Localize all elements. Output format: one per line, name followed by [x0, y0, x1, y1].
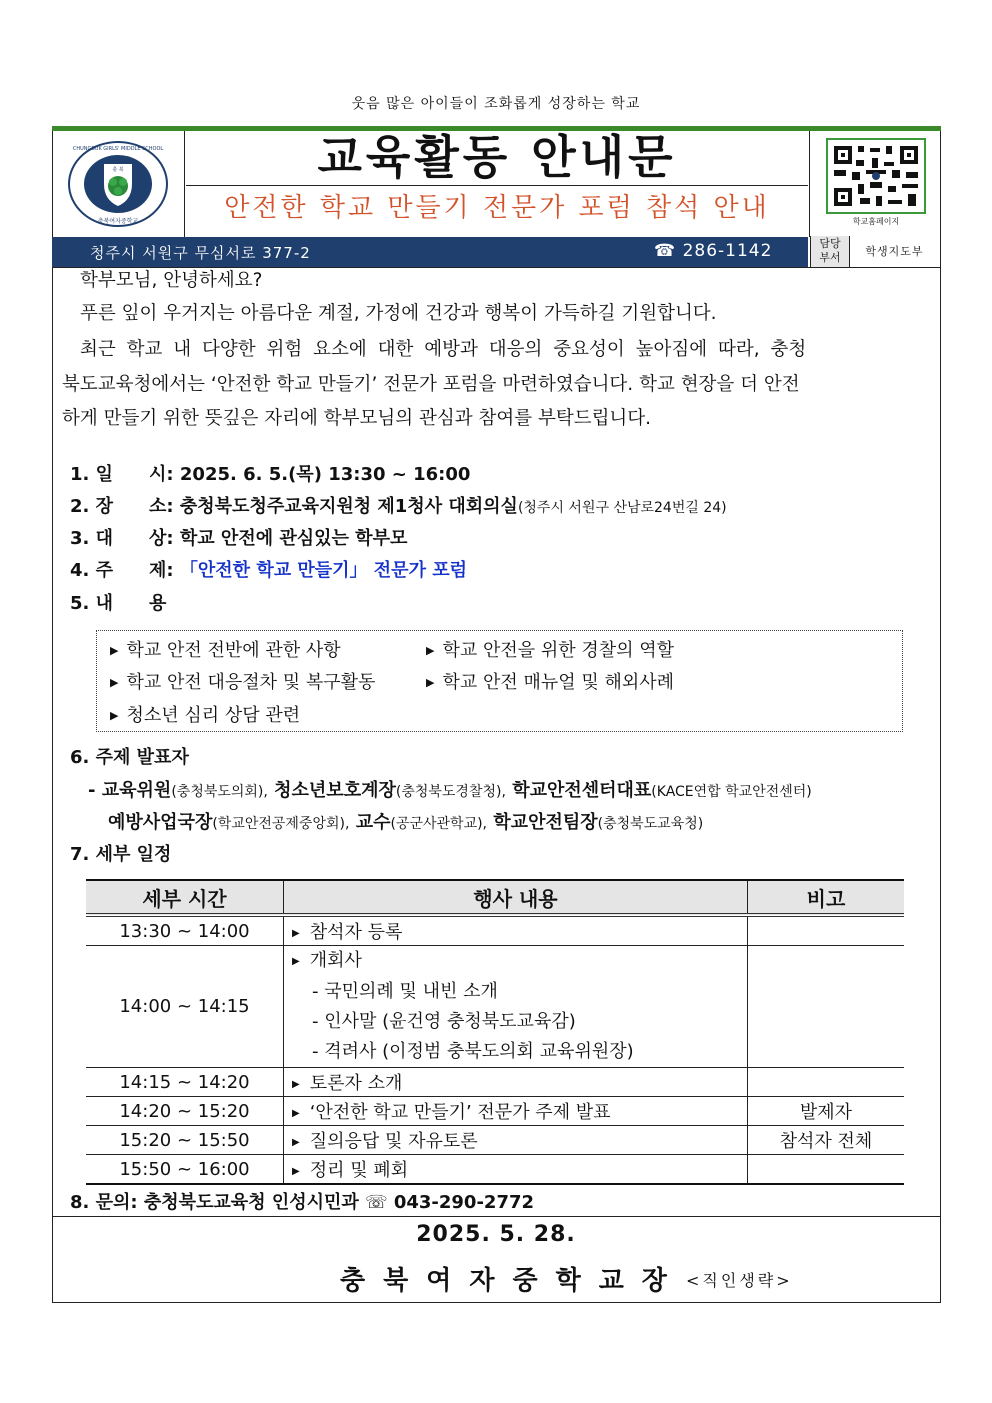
row-event: ▶ 질의응답 및 자유토론: [284, 1126, 748, 1155]
table-row: [86, 1126, 904, 1155]
svg-text:충북여자중학교: 충북여자중학교: [97, 218, 139, 225]
item-place: [70, 494, 727, 521]
bullet-icon: ▶: [426, 644, 435, 657]
presenters-line: 예방사업국장(학교안전공제중앙회), 교수(공군사관학교), 학교안전팀장(충청북도교육청): [108, 812, 704, 833]
item-label: 1. 일 시:: [70, 464, 174, 485]
list-item: ▶ 학교 안전 매뉴얼 및 해외사례: [426, 672, 675, 693]
table-row: [86, 1097, 904, 1126]
item-target: [70, 526, 407, 552]
table-row: [86, 946, 904, 1068]
table-header-row: [86, 880, 904, 915]
row-event: ▶ 개회사 - 국민의례 및 내빈 소개 - 인사말 (윤건영 충청북도교육감) - 격려사 (이정범 충북도의회 교육위원장): [284, 946, 748, 1068]
row-event: ▶ ‘안전한 학교 만들기’ 전문가 주제 발표: [284, 1097, 748, 1126]
item-label: 2. 장 소:: [70, 496, 174, 517]
bullet-icon: ▶: [292, 1137, 300, 1148]
school-motto: 웃음 많은 아이들이 조화롭게 성장하는 학교: [351, 96, 641, 112]
intro-line: 푸른 잎이 우거지는 아름다운 계절, 가정에 건강과 행복이 가득하길 기원합니다.: [80, 303, 717, 324]
row-time: 14:00 ~ 14:15: [86, 946, 284, 1068]
intro-line: 하게 만들기 위한 뜻깊은 자리에 학부모님의 관심과 참여를 부탁드립니다.: [62, 408, 652, 429]
school-phone: ☎ 286-1142: [654, 241, 773, 261]
header-divider: [809, 131, 810, 237]
list-item: ▶ 학교 안전 전반에 관한 사항: [110, 640, 341, 661]
intro-line: 북도교육청에서는 ‘안전한 학교 만들기’ 전문가 포럼을 마련하였습니다. 학교 현장을 더 안전: [62, 374, 800, 395]
svg-text:CHUNGBUK GIRLS' MIDDLE SCHOOL: CHUNGBUK GIRLS' MIDDLE SCHOOL: [72, 146, 164, 152]
row-time: 15:50 ~ 16:00: [86, 1155, 284, 1185]
bullet-icon: ▶: [292, 928, 300, 939]
seal-omitted-note: <직인생략>: [686, 1271, 793, 1290]
presenters-line: - 교육위원(충청북도의회), 청소년보호계장(충청북도경찰청), 학교안전센터대표(KACE연합 학교안전센터): [88, 780, 812, 801]
inquiry-contact: 8. 문의: 충청북도교육청 인성시민과 ☏ 043-290-2772: [70, 1192, 535, 1213]
item-date: [70, 462, 470, 488]
department-name: 학생지도부: [865, 245, 924, 258]
list-item: ▶ 학교 안전을 위한 경찰의 역할: [426, 640, 675, 661]
row-note: [748, 1155, 905, 1185]
table-row: [86, 915, 904, 946]
item-content: [70, 591, 166, 617]
table-row: [86, 1068, 904, 1097]
bullet-icon: ▶: [292, 1166, 300, 1177]
bullet-icon: ▶: [110, 709, 119, 722]
bullet-icon: ▶: [426, 676, 435, 689]
item-value: 「안전한 학교 만들기」 전문가 포럼: [179, 560, 467, 581]
item-topic: [70, 558, 467, 584]
sub-item: - 격려사 (이정범 충북도의회 교육위원장): [312, 1041, 634, 1062]
row-time: 14:20 ~ 15:20: [86, 1097, 284, 1126]
row-time: 14:15 ~ 14:20: [86, 1068, 284, 1097]
bullet-icon: ▶: [110, 644, 119, 657]
item-label: 3. 대 상:: [70, 528, 174, 549]
row-time: 13:30 ~ 14:00: [86, 915, 284, 946]
page-title: 교육활동 안내문: [317, 130, 677, 184]
item-label: 5. 내 용: [70, 593, 167, 614]
table-row: [86, 1155, 904, 1185]
sub-item: - 인사말 (윤건영 충청북도교육감): [312, 1011, 576, 1032]
column-header: 세부 시간: [86, 880, 284, 915]
school-logo-icon: [66, 140, 170, 228]
department-label: 담당 부서: [810, 236, 850, 267]
item-value: 학교 안전에 관심있는 학부모: [179, 528, 408, 549]
svg-text:충 북: 충 북: [112, 167, 124, 173]
principal-signature: 충북여자중학교장: [340, 1266, 685, 1296]
list-item: ▶ 청소년 심리 상담 관련: [110, 705, 301, 726]
row-note: [748, 915, 905, 946]
bullet-icon: ▶: [292, 956, 300, 967]
title-divider: [186, 185, 808, 186]
qr-caption: 학교홈페이지: [852, 217, 900, 226]
row-event: ▶ 정리 및 폐회: [284, 1155, 748, 1185]
greeting: 학부모님, 안녕하세요?: [80, 270, 263, 291]
footer-divider: [52, 1216, 940, 1217]
schedule-heading: 7. 세부 일정: [70, 844, 172, 865]
presenters-heading: 6. 주제 발표자: [70, 747, 189, 768]
bullet-icon: ▶: [292, 1108, 300, 1119]
row-event: ▶ 토론자 소개: [284, 1068, 748, 1097]
qr-code-icon[interactable]: [826, 138, 926, 214]
item-value: 2025. 6. 5.(목) 13:30 ~ 16:00: [179, 464, 471, 485]
item-value: 충청북도청주교육지원청 제1청사 대회의실: [179, 496, 518, 517]
intro-line: 최근 학교 내 다양한 위험 요소에 대한 예방과 대응의 중요성이 높아짐에 따라, 충청: [80, 339, 807, 360]
bullet-icon: ▶: [292, 1079, 300, 1090]
page-subtitle: 안전한 학교 만들기 전문가 포럼 참석 안내: [224, 193, 770, 223]
row-note: 발제자: [748, 1097, 905, 1126]
row-time: 15:20 ~ 15:50: [86, 1126, 284, 1155]
column-header: 비고: [748, 880, 905, 915]
schedule-table: [86, 879, 904, 1185]
issue-date: 2025. 5. 28.: [416, 1222, 576, 1247]
item-label: 4. 주 제:: [70, 560, 174, 581]
header-divider: [184, 131, 185, 237]
item-note: (청주시 서원구 산남로24번길 24): [517, 500, 727, 516]
row-note: [748, 946, 905, 1068]
column-header: 행사 내용: [284, 880, 748, 915]
sub-item: - 국민의례 및 내빈 소개: [312, 981, 498, 1002]
row-note: 참석자 전체: [748, 1126, 905, 1155]
row-event: ▶ 참석자 등록: [284, 915, 748, 946]
bullet-icon: ▶: [110, 676, 119, 689]
school-address: 청주시 서원구 무심서로 377-2: [90, 244, 311, 262]
row-note: [748, 1068, 905, 1097]
list-item: ▶ 학교 안전 대응절차 및 복구활동: [110, 672, 376, 693]
